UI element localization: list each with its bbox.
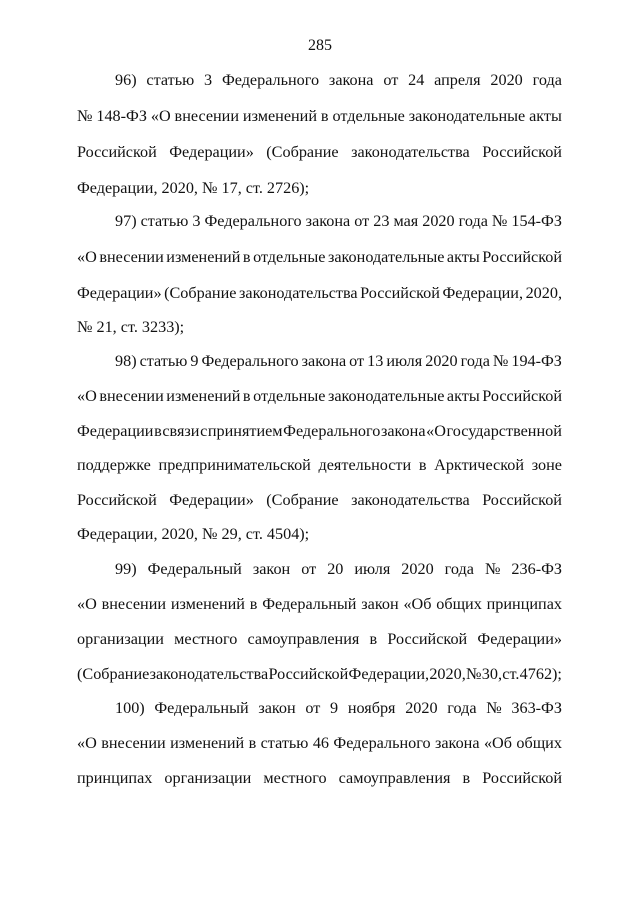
item-100-line-1: 100) Федеральный закон от 9 ноября 2020 года № 363-ФЗ <box>115 699 562 717</box>
item-99-line-1: 99) Федеральный закон от 20 июля 2020 года № 236-ФЗ <box>115 560 562 578</box>
item-98-line-3: Федерации в связи с принятием Федерального закона «О государственной <box>77 422 562 440</box>
page-number: 285 <box>308 37 332 54</box>
item-98-line-5: Российской Федерации» (Собрание законодательства Российской <box>77 491 562 509</box>
item-100-line-3: принципах организации местного самоуправления в Российской <box>77 769 562 787</box>
item-97-line-2: «О внесении изменений в отдельные законодательные акты Российской <box>77 248 562 266</box>
item-96-line-1: 96) статью 3 Федерального закона от 24 апреля 2020 года <box>115 71 562 89</box>
item-100-line-2: «О внесении изменений в статью 46 Федерального закона «Об общих <box>77 734 562 752</box>
item-97-line-3: Федерации» (Собрание законодательства Российской Федерации, 2020, <box>77 284 562 302</box>
item-98-line-2: «О внесении изменений в отдельные законодательные акты Российской <box>77 387 562 405</box>
item-97-line-1: 97) статью 3 Федерального закона от 23 мая 2020 года № 154-ФЗ <box>115 212 562 230</box>
item-98-line-6: Федерации, 2020, № 29, ст. 4504); <box>77 525 310 543</box>
item-99-line-3: организации местного самоуправления в Российской Федерации» <box>77 630 562 648</box>
item-96-line-2: № 148-ФЗ «О внесении изменений в отдельные законодательные акты <box>77 107 562 125</box>
item-99-line-4: (Собрание законодательства Российской Федерации, 2020, № 30, ст. 4762); <box>77 665 562 683</box>
item-96-line-3: Российской Федерации» (Собрание законодательства Российской <box>77 143 562 161</box>
item-97-line-4: № 21, ст. 3233); <box>77 318 185 336</box>
item-98-line-4: поддержке предпринимательской деятельности в Арктической зоне <box>77 456 562 474</box>
item-98-line-1: 98) статью 9 Федерального закона от 13 июля 2020 года № 194-ФЗ <box>115 352 562 370</box>
item-96-line-4: Федерации, 2020, № 17, ст. 2726); <box>77 179 310 197</box>
item-99-line-2: «О внесении изменений в Федеральный закон «Об общих принципах <box>77 595 562 613</box>
